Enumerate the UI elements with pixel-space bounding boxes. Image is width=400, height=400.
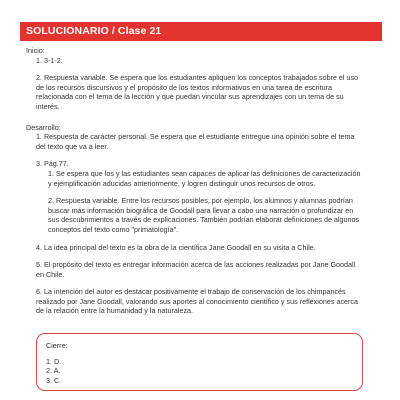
desarrollo-item-3-2: 2. Respuesta variable. Entre los recursos posibles, por ejemplo, los alumnos y alumnas podrían buscar más información biográfica de Goodall para llevar a cabo una narración o profundizar en sus descubrimientos a través de explicaciones. También podrían elaborar definiciones de algunos conceptos del texto como "primatología". bbox=[48, 196, 360, 234]
inicio-item-1: 1. 3-1-2. bbox=[36, 55, 63, 65]
desarrollo-item-1: 1. Respuesta de carácter personal. Se espera que el estudiante entregue una opinión sobre el tema del texto que va a leer. bbox=[36, 132, 355, 151]
desarrollo-item-4: 4. La idea principal del texto es la obra de la científica Jane Goodall en su visita a Chile. bbox=[36, 242, 316, 252]
document-body bbox=[26, 46, 362, 316]
section-label-inicio: Inicio: bbox=[26, 46, 45, 55]
section-label-desarrollo: Desarrollo: bbox=[26, 122, 61, 132]
cierre-item-3: 3. C. bbox=[46, 375, 62, 385]
cierre-list bbox=[46, 357, 362, 386]
inicio-item-2: 2. Respuesta variable. Se espera que los estudiantes apliquen los conceptos trabajados sobre el uso de los recursos discursivos y el propósito de los textos informativos en una tarea de escritura relacionada con el tema de la lección y que puedan vincular sus aprendizajes con un tema de su interés. bbox=[36, 73, 359, 111]
section-label-cierre: Cierre: bbox=[46, 341, 68, 350]
header-title: SOLUCIONARIO / Clase 21 bbox=[26, 25, 162, 37]
cierre-item-2: 2. A. bbox=[46, 366, 61, 376]
desarrollo-item-5: 5. El propósito del texto es entregar información acerca de las acciones realizadas por Jane Goodall en Chile. bbox=[36, 260, 356, 279]
cierre-item-1: 1. D. bbox=[46, 356, 62, 366]
cierre-box bbox=[36, 333, 363, 391]
desarrollo-item-3: 3. Pág.77. bbox=[36, 159, 69, 169]
desarrollo-item-3-1: 1. Se espera que los y las estudiantes sean capaces de aplicar las definiciones de caracterización y ejemplificación aducidas anteriormente, y logren distinguir unos recursos de otros. bbox=[48, 168, 361, 188]
desarrollo-item-6: 6. La intención del autor es destacar positivamente el trabajo de conservación de los chimpancés realizado por Jane Goodall, valorando sus aportes al conocimiento científico y sus reflexiones acerca de la relación entre la humanidad y la naturaleza. bbox=[36, 287, 359, 316]
page-header bbox=[20, 22, 382, 41]
